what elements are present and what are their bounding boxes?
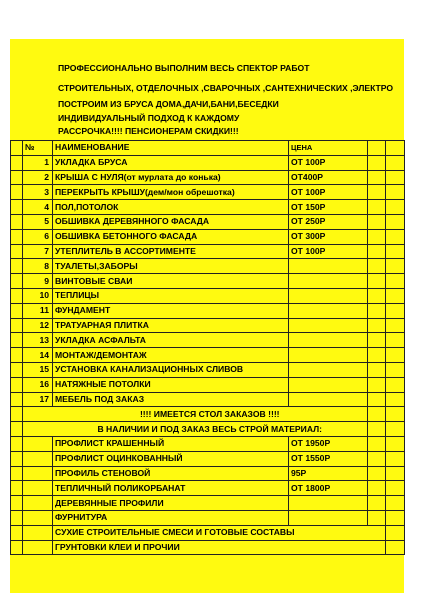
table-cell (368, 200, 386, 215)
material-name: ПРОФЛИСТ ОЦИНКОВАННЫЙ (53, 451, 289, 466)
service-number: 15 (23, 362, 53, 377)
service-number: 11 (23, 303, 53, 318)
table-cell (368, 466, 386, 481)
material-name: ПРОФЛИСТ КРАШЕННЫЙ (53, 436, 289, 451)
table-cell (386, 481, 405, 496)
table-cell (386, 229, 405, 244)
table-cell (368, 259, 386, 274)
order-desk-banner: !!!! ИМЕЕТСЯ СТОЛ ЗАКАЗОВ !!!! (53, 407, 368, 422)
table-cell (386, 525, 405, 540)
service-price: ОТ 300Р (289, 229, 368, 244)
table-cell (23, 422, 53, 437)
material-name: ПРОФИЛЬ СТЕНОВОЙ (53, 466, 289, 481)
table-cell (368, 436, 386, 451)
table-cell (368, 481, 386, 496)
table-cell (11, 525, 23, 540)
material-price (289, 510, 368, 525)
table-cell (368, 185, 386, 200)
table-cell (23, 466, 53, 481)
table-cell (368, 451, 386, 466)
service-row (11, 155, 405, 170)
table-cell (386, 185, 405, 200)
service-name: ТУАЛЕТЫ,ЗАБОРЫ (53, 259, 289, 274)
service-number: 4 (23, 200, 53, 215)
material-price: ОТ 1800Р (289, 481, 368, 496)
table-cell (23, 436, 53, 451)
material-name: СУХИЕ СТРОИТЕЛЬНЫЕ СМЕСИ И ГОТОВЫЕ СОСТАВЫ (53, 525, 386, 540)
service-price (289, 259, 368, 274)
table-cell (386, 244, 405, 259)
banner-row (11, 422, 405, 437)
service-price (289, 348, 368, 363)
material-name: ТЕПЛИЧНЫЙ ПОЛИКОРБАНАТ (53, 481, 289, 496)
table-cell (11, 141, 23, 156)
table-cell (386, 451, 405, 466)
table-cell (368, 392, 386, 407)
table-cell (11, 496, 23, 511)
table-cell (368, 318, 386, 333)
service-name: УСТАНОВКА КАНАЛИЗАЦИОННЫХ СЛИВОВ (53, 362, 289, 377)
service-name: МЕБЕЛЬ ПОД ЗАКАЗ (53, 392, 289, 407)
service-price (289, 377, 368, 392)
table-cell (368, 170, 386, 185)
table-cell (11, 274, 23, 289)
service-row (11, 185, 405, 200)
table-cell (11, 170, 23, 185)
service-name: ОБШИВКА ДЕРЕВЯННОГО ФАСАДА (53, 214, 289, 229)
table-cell (11, 288, 23, 303)
service-row (11, 259, 405, 274)
table-cell (11, 229, 23, 244)
table-cell (386, 288, 405, 303)
table-cell (11, 466, 23, 481)
table-cell (11, 214, 23, 229)
service-name: ОБШИВКА БЕТОННОГО ФАСАДА (53, 229, 289, 244)
table-cell (11, 244, 23, 259)
table-cell (11, 392, 23, 407)
material-row (11, 496, 405, 511)
table-cell (386, 303, 405, 318)
material-price: 95Р (289, 466, 368, 481)
table-cell (386, 362, 405, 377)
table-cell (386, 436, 405, 451)
table-cell (11, 422, 23, 437)
service-number: 2 (23, 170, 53, 185)
table-cell (11, 451, 23, 466)
service-row (11, 214, 405, 229)
table-cell (11, 481, 23, 496)
table-cell (368, 244, 386, 259)
service-name: НАТЯЖНЫЕ ПОТОЛКИ (53, 377, 289, 392)
service-number: 6 (23, 229, 53, 244)
col-header-name: НАИМЕНОВАНИЕ (53, 141, 289, 156)
service-row (11, 170, 405, 185)
table-cell (386, 377, 405, 392)
service-price (289, 288, 368, 303)
service-row (11, 333, 405, 348)
table-cell (11, 185, 23, 200)
ad-header (10, 39, 404, 140)
service-row (11, 377, 405, 392)
table-cell (368, 141, 386, 156)
service-name: КРЫША С НУЛЯ(от мурлата до конька) (53, 170, 289, 185)
service-number: 17 (23, 392, 53, 407)
material-row (11, 451, 405, 466)
table-cell (386, 540, 405, 555)
service-row (11, 229, 405, 244)
service-number: 5 (23, 214, 53, 229)
table-cell (23, 510, 53, 525)
table-cell (11, 259, 23, 274)
col-header-num: № (23, 141, 53, 156)
material-row (11, 436, 405, 451)
service-price: ОТ 100Р (289, 185, 368, 200)
service-price (289, 318, 368, 333)
service-name: ВИНТОВЫЕ СВАИ (53, 274, 289, 289)
service-row (11, 274, 405, 289)
table-cell (368, 496, 386, 511)
table-cell (386, 170, 405, 185)
header-line: СТРОИТЕЛЬНЫХ, ОТДЕЛОЧНЫХ ,СВАРОЧНЫХ ,САНТЕХНИЧЕСКИХ ,ЭЛЕКТРО (58, 83, 394, 93)
service-name: УТЕПЛИТЕЛЬ В АССОРТИМЕНТЕ (53, 244, 289, 259)
service-price (289, 362, 368, 377)
material-price (289, 496, 368, 511)
table-cell (23, 496, 53, 511)
service-name: ПЕРЕКРЫТЬ КРЫШУ(дем/мон обрешотка) (53, 185, 289, 200)
material-price: ОТ 1950Р (289, 436, 368, 451)
table-cell (23, 525, 53, 540)
service-row (11, 200, 405, 215)
table-cell (386, 200, 405, 215)
table-cell (386, 422, 405, 437)
materials-banner: В НАЛИЧИИ И ПОД ЗАКАЗ ВЕСЬ СТРОЙ МАТЕРИАЛ: (53, 422, 368, 437)
service-price (289, 303, 368, 318)
table-cell (368, 422, 386, 437)
service-price: ОТ400Р (289, 170, 368, 185)
service-row (11, 318, 405, 333)
header-line: ИНДИВИДУАЛЬНЫЙ ПОДХОД К КАЖДОМУ (58, 113, 240, 123)
table-cell (386, 496, 405, 511)
table-cell (386, 155, 405, 170)
service-row (11, 288, 405, 303)
table-cell (368, 348, 386, 363)
table-cell (368, 155, 386, 170)
table-cell (23, 481, 53, 496)
service-row (11, 362, 405, 377)
table-cell (23, 407, 53, 422)
table-cell (11, 510, 23, 525)
table-cell (11, 333, 23, 348)
col-header-price: ЦЕНА (289, 141, 368, 156)
table-cell (11, 436, 23, 451)
table-cell (11, 407, 23, 422)
material-name: ФУРНИТУРА (53, 510, 289, 525)
service-name: МОНТАЖ/ДЕМОНТАЖ (53, 348, 289, 363)
service-price (289, 392, 368, 407)
banner-row (11, 407, 405, 422)
service-number: 8 (23, 259, 53, 274)
material-row (11, 466, 405, 481)
service-price: ОТ 100Р (289, 244, 368, 259)
service-number: 14 (23, 348, 53, 363)
service-name: УКЛАДКА БРУСА (53, 155, 289, 170)
service-price: ОТ 250Р (289, 214, 368, 229)
service-name: ТЕПЛИЦЫ (53, 288, 289, 303)
table-cell (11, 318, 23, 333)
table-cell (368, 377, 386, 392)
service-name: УКЛАДКА АСФАЛЬТА (53, 333, 289, 348)
service-price: ОТ 100Р (289, 155, 368, 170)
material-row (11, 481, 405, 496)
service-number: 12 (23, 318, 53, 333)
table-cell (11, 348, 23, 363)
table-cell (368, 229, 386, 244)
service-price (289, 274, 368, 289)
service-number: 16 (23, 377, 53, 392)
service-price (289, 333, 368, 348)
service-row (11, 244, 405, 259)
table-cell (386, 510, 405, 525)
table-header-row (11, 141, 405, 156)
service-number: 7 (23, 244, 53, 259)
price-list-sheet (10, 39, 404, 593)
table-cell (386, 259, 405, 274)
table-cell (386, 407, 405, 422)
material-row (11, 525, 405, 540)
table-cell (11, 362, 23, 377)
price-table (10, 140, 405, 555)
service-number: 13 (23, 333, 53, 348)
service-number: 10 (23, 288, 53, 303)
table-cell (23, 540, 53, 555)
table-cell (386, 348, 405, 363)
table-cell (386, 274, 405, 289)
table-cell (386, 466, 405, 481)
service-number: 3 (23, 185, 53, 200)
table-cell (368, 288, 386, 303)
service-name: ПОЛ,ПОТОЛОК (53, 200, 289, 215)
service-name: ТРАТУАРНАЯ ПЛИТКА (53, 318, 289, 333)
service-row (11, 348, 405, 363)
service-name: ФУНДАМЕНТ (53, 303, 289, 318)
table-cell (386, 392, 405, 407)
table-cell (11, 540, 23, 555)
table-cell (386, 333, 405, 348)
table-cell (368, 274, 386, 289)
header-line: ПРОФЕССИОНАЛЬНО ВЫПОЛНИМ ВЕСЬ СПЕКТОР РАБОТ (58, 63, 310, 73)
service-row (11, 303, 405, 318)
table-cell (386, 318, 405, 333)
table-cell (23, 451, 53, 466)
material-name: ГРУНТОВКИ КЛЕИ И ПРОЧИИ (53, 540, 386, 555)
table-cell (368, 333, 386, 348)
table-cell (11, 303, 23, 318)
table-cell (368, 362, 386, 377)
service-price: ОТ 150Р (289, 200, 368, 215)
header-line: РАССРОЧКА!!!! ПЕНСИОНЕРАМ СКИДКИ!!! (58, 126, 239, 136)
service-number: 9 (23, 274, 53, 289)
table-cell (368, 407, 386, 422)
material-row (11, 540, 405, 555)
material-price: ОТ 1550Р (289, 451, 368, 466)
table-cell (368, 303, 386, 318)
header-line: ПОСТРОИМ ИЗ БРУСА ДОМА,ДАЧИ,БАНИ,БЕСЕДКИ (58, 99, 279, 109)
table-cell (386, 214, 405, 229)
table-cell (368, 214, 386, 229)
material-name: ДЕРЕВЯННЫЕ ПРОФИЛИ (53, 496, 289, 511)
table-cell (368, 510, 386, 525)
material-row (11, 510, 405, 525)
service-number: 1 (23, 155, 53, 170)
table-cell (11, 200, 23, 215)
service-row (11, 392, 405, 407)
table-cell (11, 155, 23, 170)
table-cell (11, 377, 23, 392)
table-cell (386, 141, 405, 156)
